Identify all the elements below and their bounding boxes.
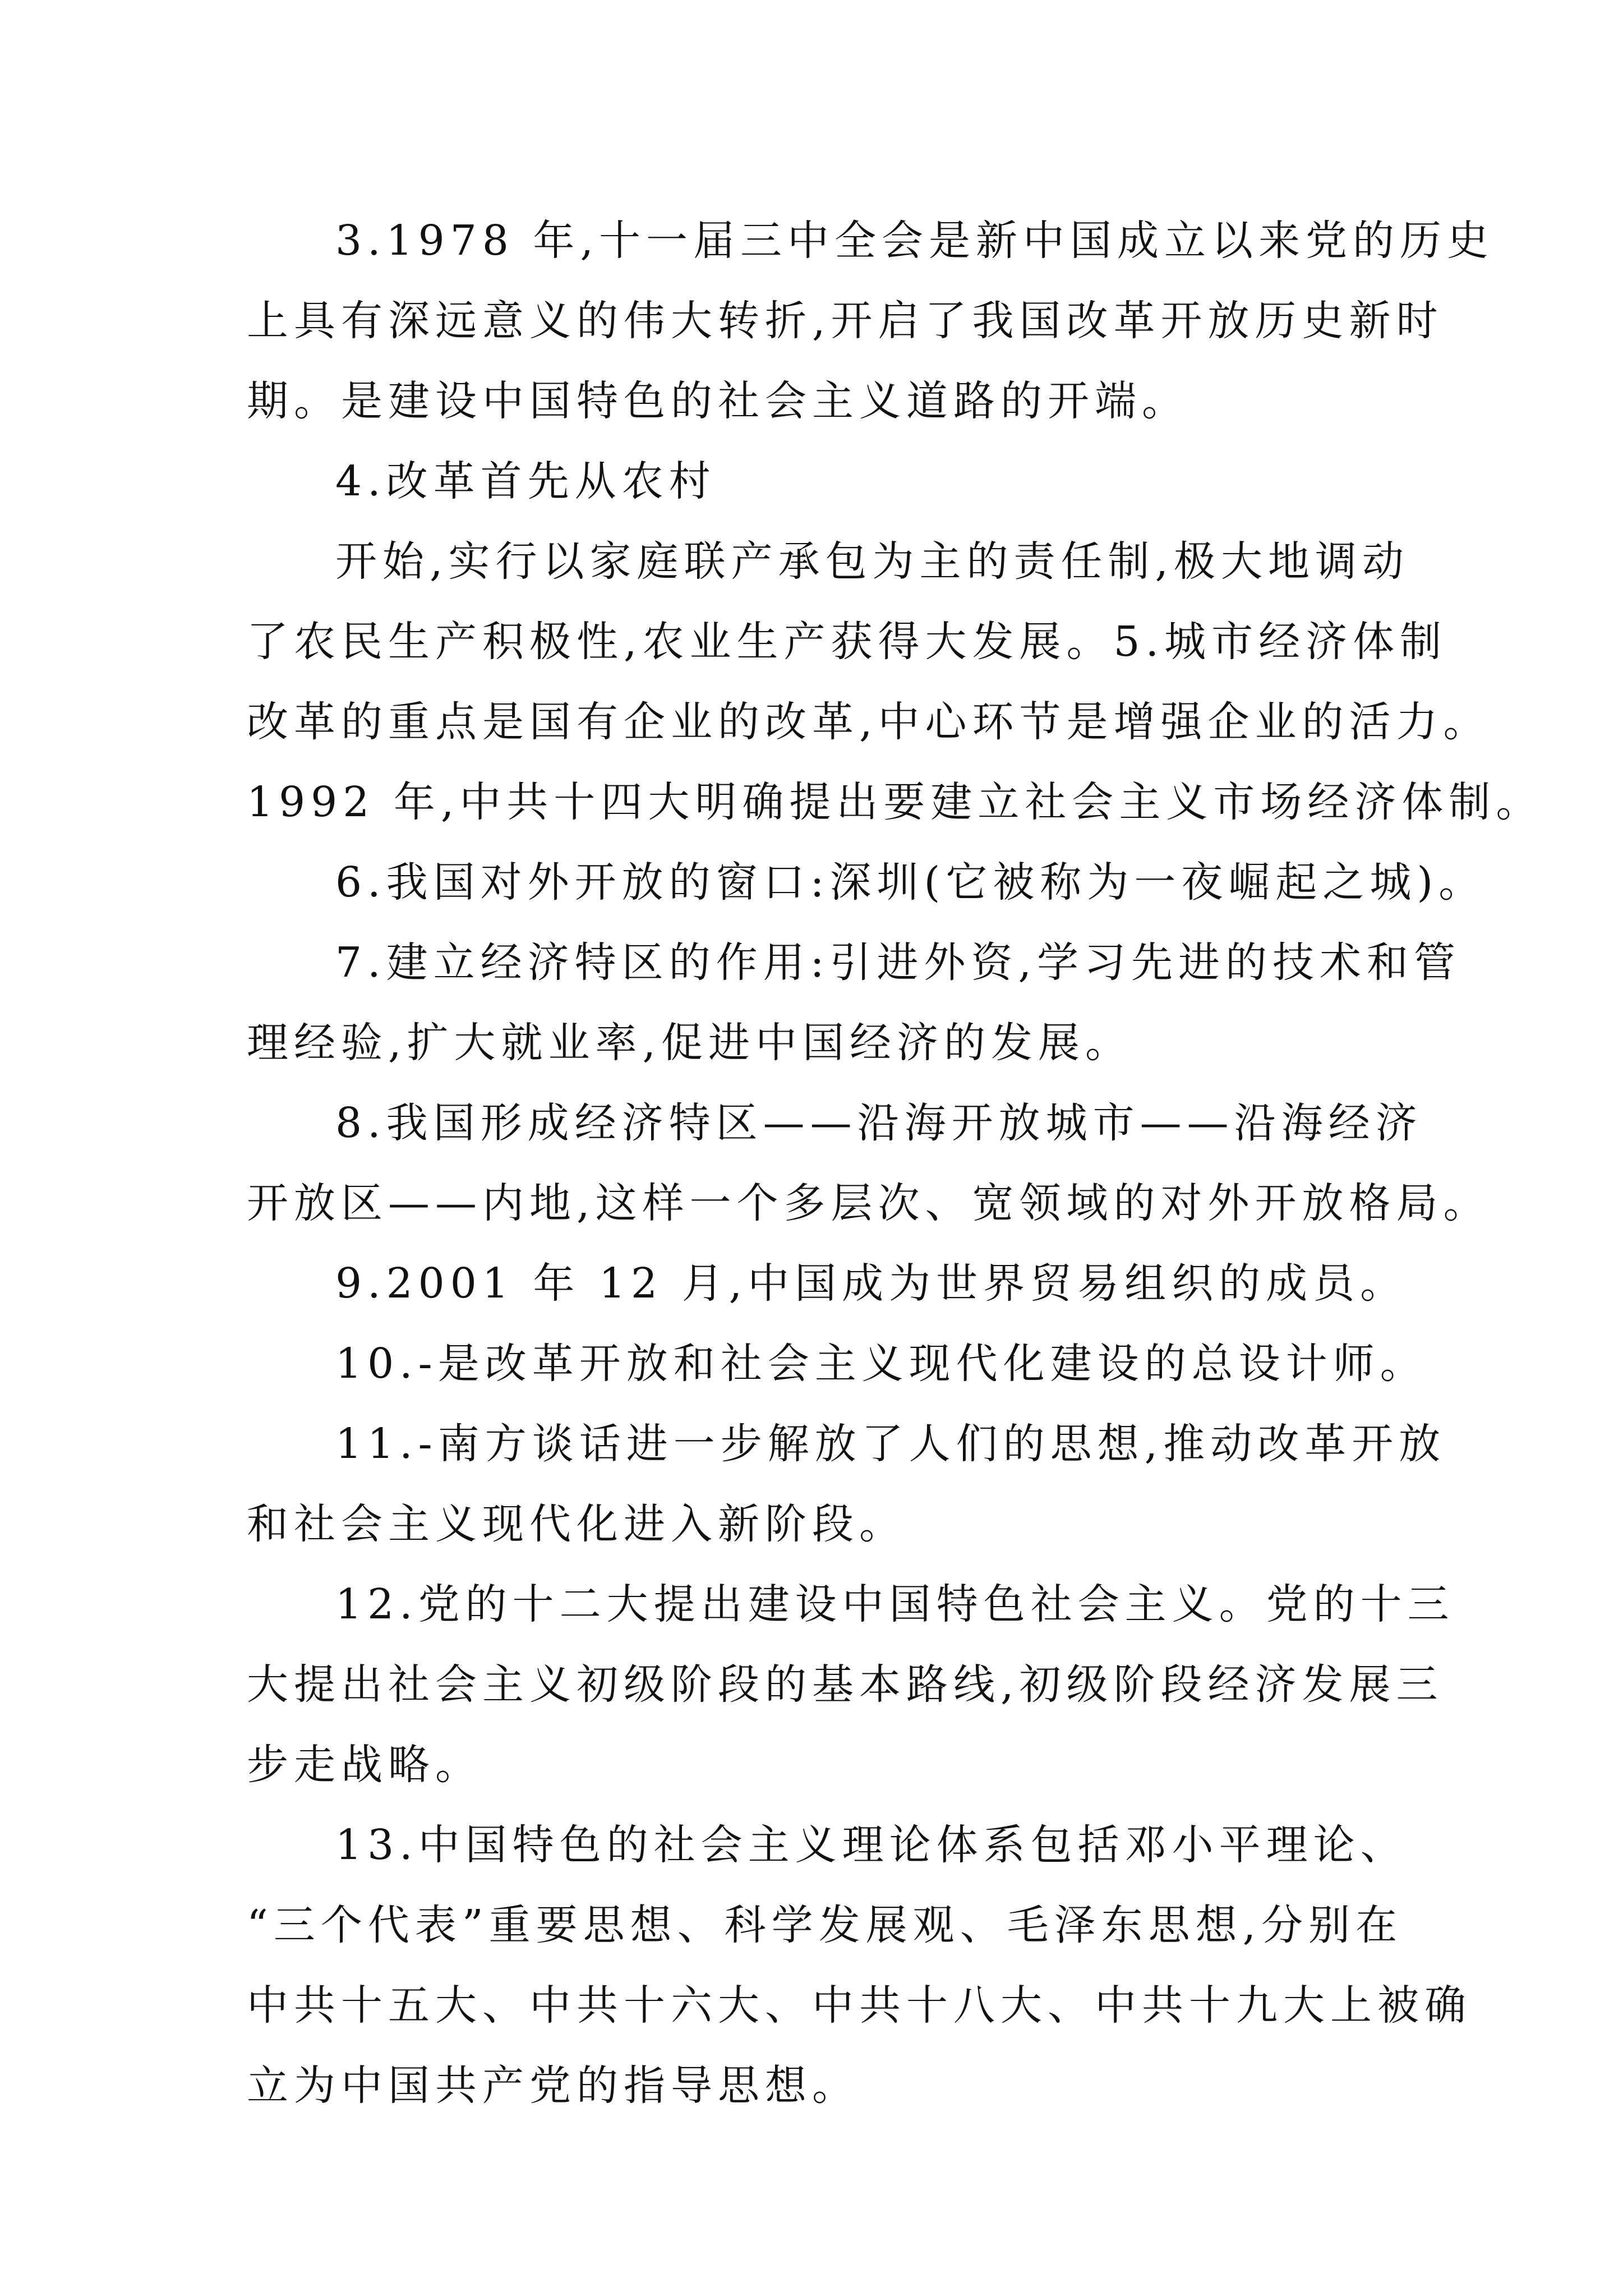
text-line: 10.-是改革开放和社会主义现代化建设的总设计师。 [335, 1340, 1427, 1388]
text-line: 理经验,扩大就业率,促进中国经济的发展。 [247, 1019, 1133, 1067]
text-line: 开放区——内地,这样一个多层次、宽领域的对外开放格局。 [247, 1179, 1491, 1227]
text-line: 步走战略。 [247, 1741, 482, 1789]
text-line: 9.2001 年 12 月,中国成为世界贸易组织的成员。 [335, 1259, 1408, 1308]
text-line: 13.中国特色的社会主义理论体系包括邓小平理论、 [335, 1821, 1408, 1869]
text-line: 中共十五大、中共十六大、中共十八大、中共十九大上被确 [247, 1981, 1472, 2030]
text-line: 1992 年,中共十四大明确提出要建立社会主义市场经济体制。 [247, 778, 1543, 826]
text-line: 了农民生产积极性,农业生产获得大发展。5.城市经济体制 [247, 618, 1447, 666]
text-line: 和社会主义现代化进入新阶段。 [247, 1500, 906, 1548]
text-line: 12.党的十二大提出建设中国特色社会主义。党的十三 [335, 1580, 1455, 1628]
text-line: 上具有深远意义的伟大转折,开启了我国改革开放历史新时 [247, 297, 1444, 345]
text-line: 7.建立经济特区的作用:引进外资,学习先进的技术和管 [335, 938, 1461, 987]
text-line: 3.1978 年,十一届三中全会是新中国成立以来党的历史 [335, 217, 1494, 265]
text-line: 6.我国对外开放的窗口:深圳(它被称为一夜崛起之城)。 [335, 858, 1486, 907]
text-line: 期。是建设中国特色的社会主义道路的开端。 [247, 377, 1189, 425]
text-line: 大提出社会主义初级阶段的基本路线,初级阶段经济发展三 [247, 1660, 1444, 1709]
text-line: 改革的重点是国有企业的改革,中心环节是增强企业的活力。 [247, 698, 1491, 746]
text-line: “三个代表”重要思想、科学发展观、毛泽东思想,分别在 [247, 1901, 1403, 1949]
text-line: 4.改革首先从农村 [335, 457, 716, 505]
text-line: 11.-南方谈话进一步解放了人们的思想,推动改革开放 [335, 1420, 1446, 1468]
text-line: 8.我国形成经济特区——沿海开放城市——沿海经济 [335, 1099, 1423, 1147]
text-line: 开始,实行以家庭联产承包为主的责任制,极大地调动 [335, 537, 1410, 586]
text-line: 立为中国共产党的指导思想。 [247, 2062, 859, 2110]
